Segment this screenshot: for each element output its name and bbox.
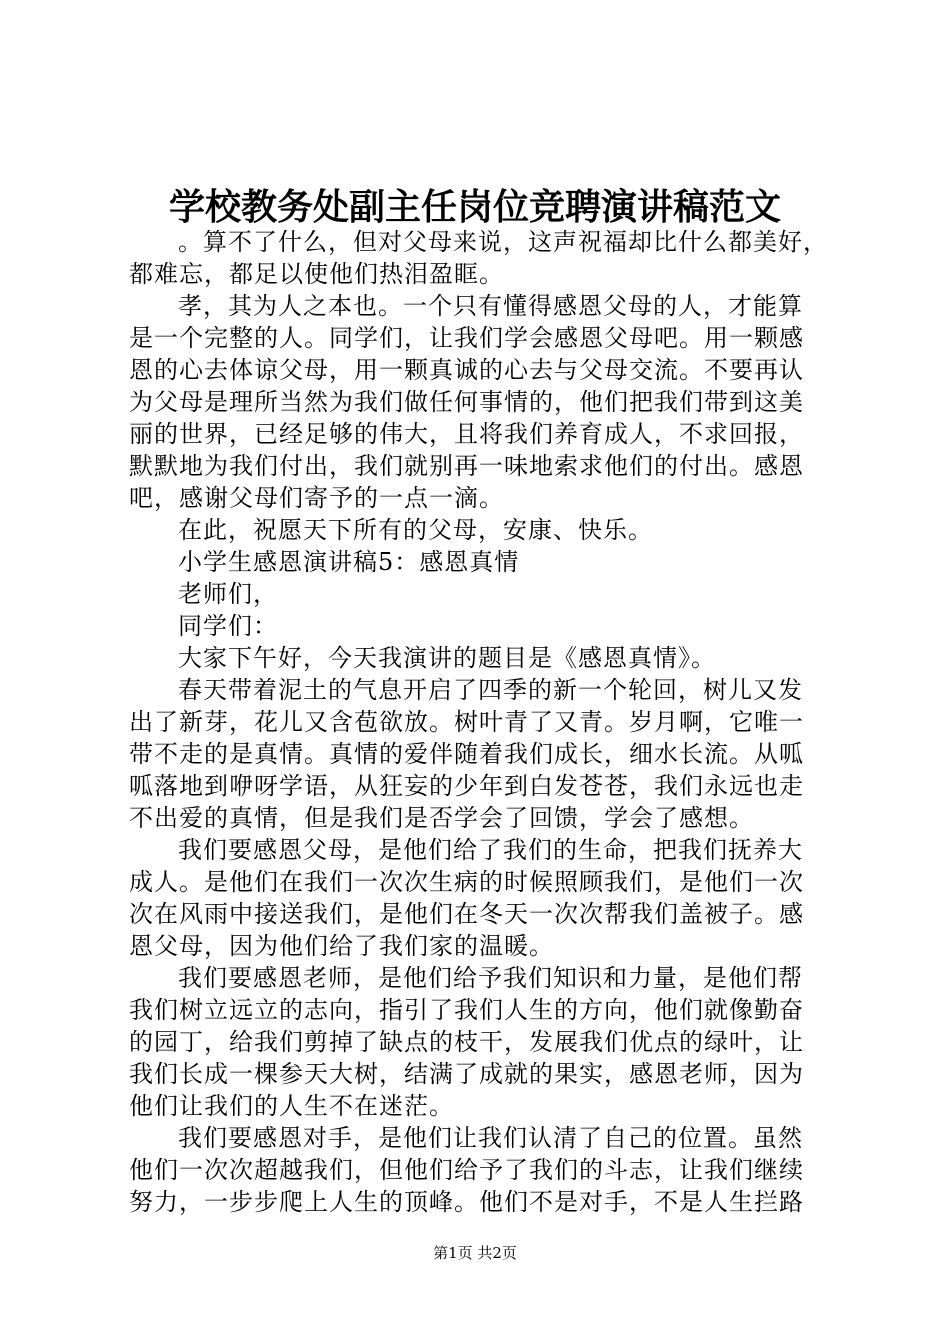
text-line: 恩的心去体谅父母，用一颗真诚的心去与父母交流。不要再认 bbox=[129, 356, 804, 384]
text-line: 带不走的是真情。真情的爱伴随着我们成长，细水长流。从呱 bbox=[129, 740, 804, 768]
text-line: 默默地为我们付出，我们就别再一味地索求他们的付出。感恩 bbox=[129, 452, 804, 480]
text-line: 我们要感恩对手，是他们让我们认清了自己的位置。虽然 bbox=[178, 1124, 803, 1152]
text-line: 努力，一步步爬上人生的顶峰。他们不是对手，不是人生拦路 bbox=[129, 1188, 804, 1216]
text-line: 孝，其为人之本也。一个只有懂得感恩父母的人，才能算 bbox=[178, 292, 803, 320]
document-body bbox=[129, 226, 829, 1218]
text-line: 出了新芽，花儿又含苞欲放。树叶青了又青。岁月啊，它唯一 bbox=[129, 708, 804, 736]
text-line: 次在风雨中接送我们，是他们在冬天一次次帮我们盖被子。感 bbox=[129, 900, 804, 928]
text-line: 春天带着泥土的气息开启了四季的新一个轮回，树儿又发 bbox=[178, 676, 803, 704]
text-line: 成人。是他们在我们一次次生病的时候照顾我们，是他们一次 bbox=[129, 868, 804, 896]
document-title: 学校教务处副主任岗位竞聘演讲稿范文 bbox=[168, 186, 781, 228]
text-line: 都难忘，都足以使他们热泪盈眶。 bbox=[129, 260, 504, 288]
text-line: 大家下午好，今天我演讲的题目是《感恩真情》。 bbox=[178, 644, 716, 672]
page-footer: 第1页 共2页 bbox=[433, 1244, 517, 1262]
text-line: 是一个完整的人。同学们，让我们学会感恩父母吧。用一颗感 bbox=[129, 324, 804, 352]
text-line: 老师们， bbox=[178, 580, 278, 608]
text-line: 不出爱的真情，但是我们是否学会了回馈，学会了感想。 bbox=[129, 804, 754, 832]
text-line: 我们树立远立的志向，指引了我们人生的方向，他们就像勤奋 bbox=[129, 996, 804, 1024]
text-line: 我们要感恩老师，是他们给予我们知识和力量，是他们帮 bbox=[178, 964, 803, 992]
text-line: 他们一次次超越我们，但他们给予了我们的斗志，让我们继续 bbox=[129, 1156, 804, 1184]
text-line: 我们长成一棵参天大树，结满了成就的果实，感恩老师，因为 bbox=[129, 1060, 804, 1088]
text-line: 恩父母，因为他们给了我们家的温暖。 bbox=[129, 932, 554, 960]
text-line: 同学们： bbox=[178, 612, 278, 640]
text-line: 小学生感恩演讲稿5：感恩真情 bbox=[178, 548, 520, 576]
text-line: 呱落地到咿呀学语，从狂妄的少年到白发苍苍，我们永远也走 bbox=[129, 772, 804, 800]
text-line: 丽的世界，已经足够的伟大，且将我们养育成人，不求回报， bbox=[129, 420, 804, 448]
text-line: 我们要感恩父母，是他们给了我们的生命，把我们抚养大 bbox=[178, 836, 803, 864]
text-line: 。算不了什么，但对父母来说，这声祝福却比什么都美好， bbox=[178, 228, 828, 256]
text-line: 吧，感谢父母们寄予的一点一滴。 bbox=[129, 484, 504, 512]
text-line: 他们让我们的人生不在迷茫。 bbox=[129, 1092, 454, 1120]
text-line: 为父母是理所当然为我们做任何事情的，他们把我们带到这美 bbox=[129, 388, 804, 416]
text-line: 的园丁，给我们剪掉了缺点的枝干，发展我们优点的绿叶，让 bbox=[129, 1028, 804, 1056]
text-line: 在此，祝愿天下所有的父母，安康、快乐。 bbox=[178, 516, 653, 544]
